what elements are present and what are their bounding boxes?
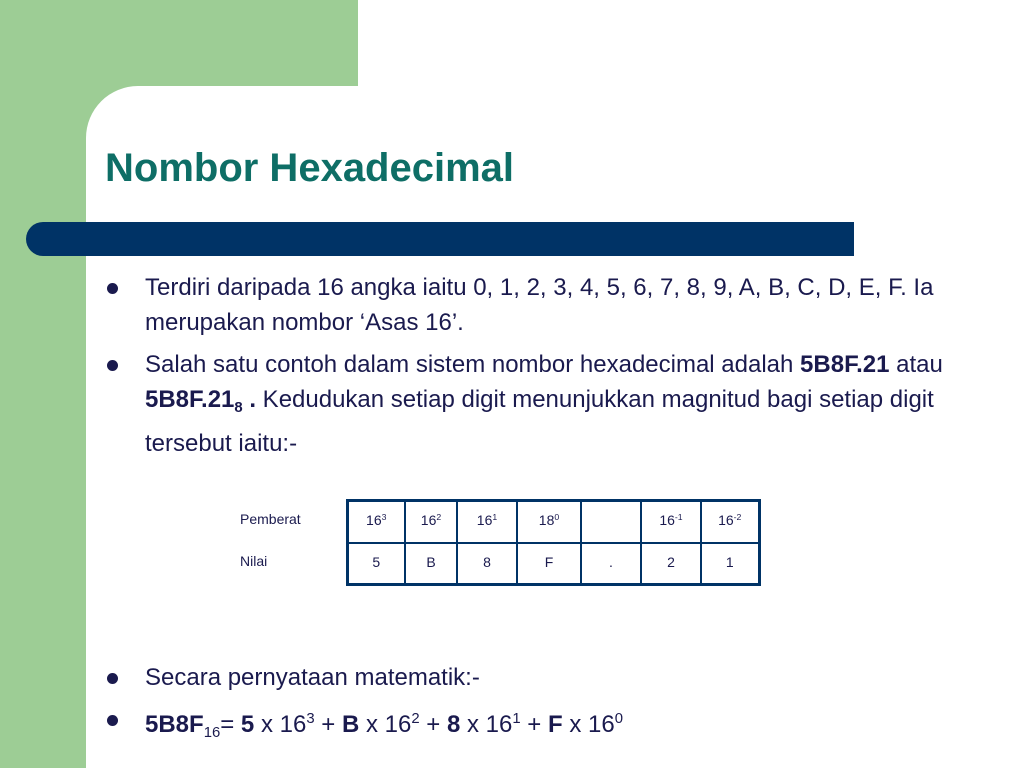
- bullet-text: Kedudukan setiap digit menunjukkan magnitud bagi setiap digit tersebut iaitu:-: [145, 386, 934, 458]
- value-cell: F: [517, 543, 581, 585]
- bullet-text: atau: [889, 351, 943, 378]
- bullet-text: Salah satu contoh dalam sistem nombor hexadecimal adalah: [145, 351, 801, 378]
- bullet-text: Terdiri daripada 16 angka iaitu 0, 1, 2, 3, 4, 5, 6, 7, 8, 9, A, B, C, D, E, F. Ia merupakan nombor ‘Asas 16’.: [145, 274, 934, 336]
- bold-period: .: [242, 386, 257, 413]
- value-cell: .: [581, 543, 641, 585]
- weight-cell: $18^0$: [517, 501, 581, 543]
- hex-example-subscripted: [145, 386, 257, 417]
- base-subscript: 8: [234, 400, 243, 417]
- bullet-item-math-intro: [105, 660, 965, 695]
- weight-cell-empty: [581, 501, 641, 543]
- bullet-dot: [107, 360, 118, 371]
- bullet-dot: [107, 283, 118, 294]
- weight-cell: $16^3$: [347, 501, 405, 543]
- bullet-list-math: [105, 660, 965, 758]
- bullet-dot: [107, 673, 118, 684]
- value-cell: 8: [457, 543, 517, 585]
- positional-weights-table: [228, 499, 761, 586]
- value-cell: 5: [347, 543, 405, 585]
- value-cell: 2: [641, 543, 701, 585]
- value-cell: B: [405, 543, 457, 585]
- bullet-list: [105, 270, 965, 468]
- weight-cell: $16^2$: [405, 501, 457, 543]
- title-underline-bar: [26, 222, 854, 256]
- bullet-item-digits: [105, 270, 965, 340]
- weight-cell: $16^{-2}$: [701, 501, 759, 543]
- row-label-weight: Pemberat: [240, 510, 301, 527]
- value-cell: 1: [701, 543, 759, 585]
- bullet-item-expansion: [105, 702, 965, 751]
- weight-cell: $16^1$: [457, 501, 517, 543]
- expansion-formula: $5B8F_{16}= 5$ x $16^3 + B$ x $16^2 + 8$ x $16^1 + F$ x $16^0$: [145, 710, 623, 742]
- row-label-value: Nilai: [240, 552, 268, 569]
- hex-example: 5B8F.21: [800, 351, 890, 378]
- table-row-values: [228, 543, 759, 585]
- weight-cell: $16^{-1}$: [641, 501, 701, 543]
- bullet-item-example: [105, 347, 965, 461]
- bullet-text: Secara pernyataan matematik:-: [145, 664, 480, 691]
- bullet-dot: [107, 715, 118, 726]
- table-row-weights: [228, 501, 759, 543]
- slide-title: Nombor Hexadecimal: [105, 146, 515, 190]
- hex-example-value: 5B8F.21: [145, 386, 235, 413]
